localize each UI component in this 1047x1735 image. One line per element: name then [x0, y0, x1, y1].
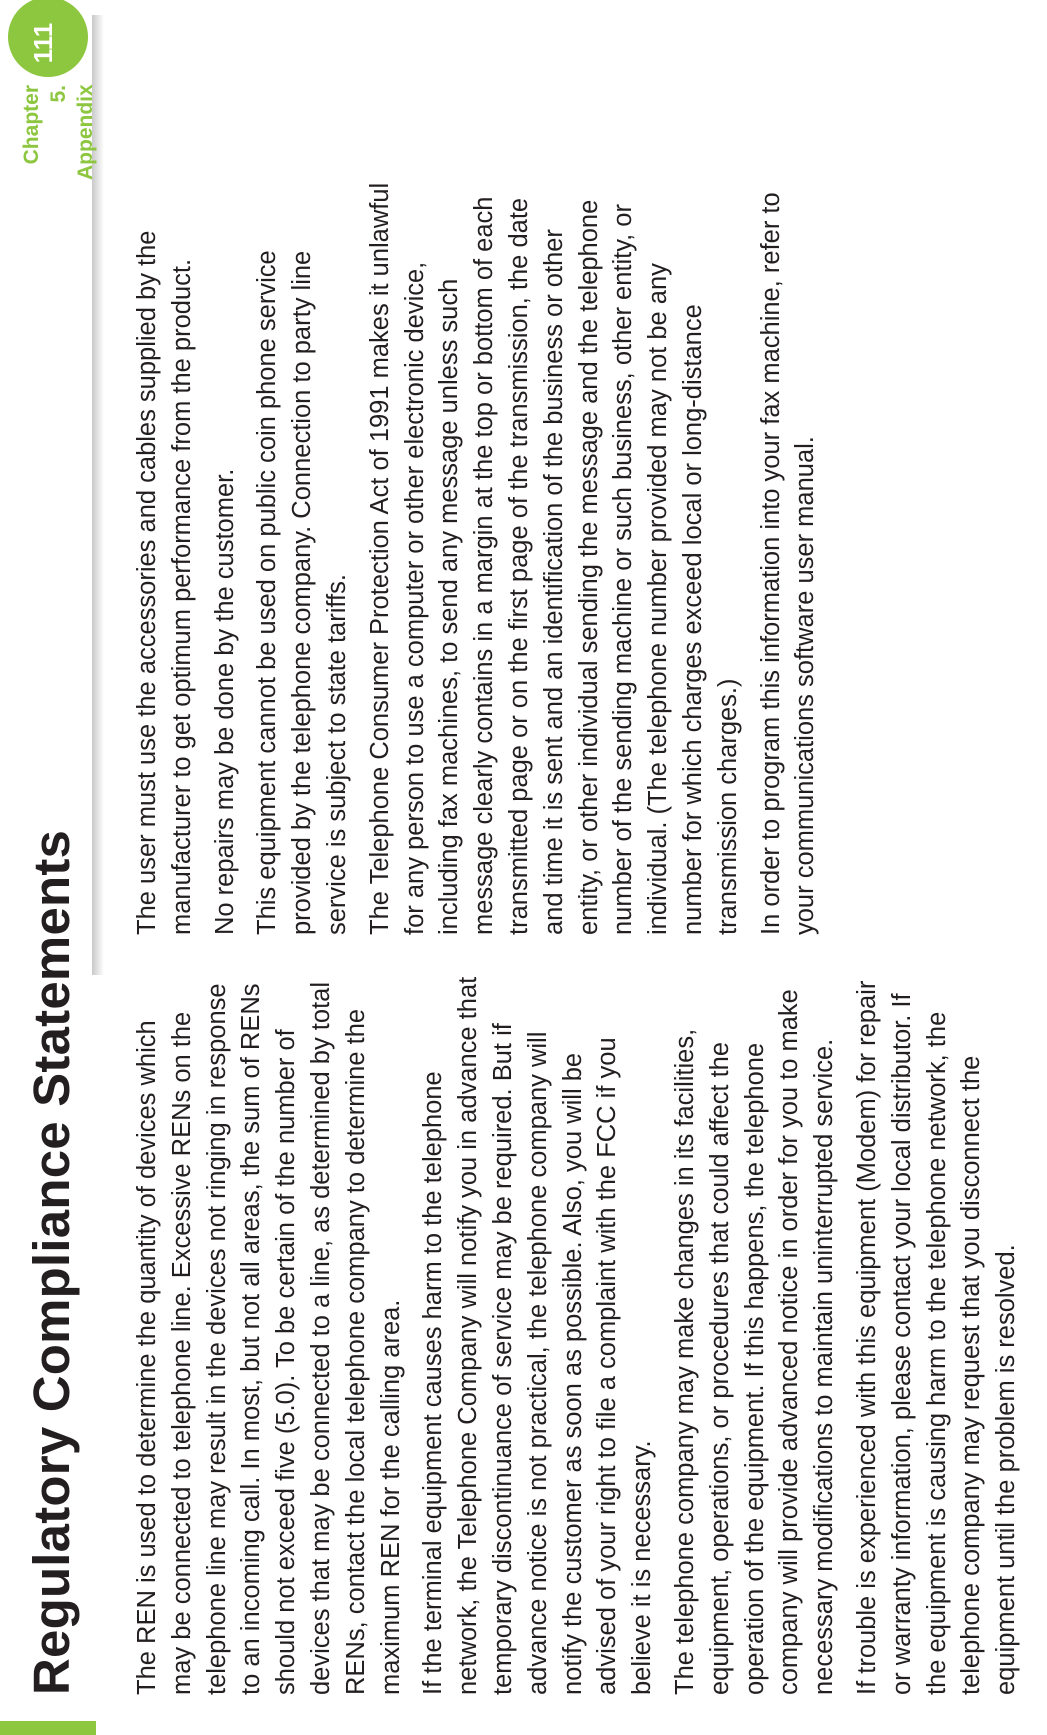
- paragraph: No repairs may be done by the customer.: [210, 468, 239, 935]
- paragraph: The telephone company may make changes in its facilities, equipment, operations, or procedures that could affect the operation of the equipment. If this happens, the telephone company will provide advanced notice in order for you to make necessary modifications to maintain uninterrupted service.: [670, 989, 839, 1695]
- chapter-number: Chapter 5.: [20, 85, 70, 165]
- page-number: 111: [28, 22, 58, 64]
- paragraph: The user must use the accessories and cables supplied by the manufacturer to get optimum performance from the product.: [133, 230, 196, 935]
- chapter-label: [18, 85, 99, 180]
- paragraph: In order to program this information into your fax machine, refer to your communications software user manual.: [756, 192, 820, 935]
- paragraph: If the terminal equipment causes harm to the telephone network, the Telephone Company will notify you in advance that temporary discontinuance of service may be required. But if advance notice is not practical, the telephone company will notify the customer as soon as possible. Also, you will be advised of your right to file a complaint with the FCC if you believe it is necessary.: [419, 976, 657, 1695]
- paragraph: The REN is used to determine the quantity of devices which may be connected to telephone line. Excessive RENs on the telephone line may result in the devices not ringing in response to an incoming call. In most, but not all areas, the sum of RENs should not exceed five (5.0). To be certain of the number of devices that may be connected to a line, as determined by total RENs, contact the local telephone company to determine the maximum REN for the calling area.: [133, 981, 405, 1695]
- paragraph: The Telephone Consumer Protection Act of 1991 makes it unlawful for any person to use a computer or other electronic device, including fax machines, to send any message unless such message clearly contains in a margin at the top or bottom of each transmitted page or on the first page of the transmission, the date and time it is sent and an identification of the business or other entity, or other individual sending the message and the telephone number of the sending machine or such business, other entity, or individual. (The telephone number provided may not be any number for which charges exceed local or long-distance transmission charges.): [365, 182, 742, 935]
- paragraph: If trouble is experienced with this equipment (Modem) for repair or warranty information, please contact your local distributor. If the equipment is causing harm to the telephone network, the telephone company may request that you disconnect the equipment until the problem is resolved.: [852, 980, 1021, 1695]
- paragraph: This equipment cannot be used on public coin phone service provided by the telephone company. Connection to party line service is subject to state tariffs.: [253, 250, 351, 935]
- chapter-section: Appendix: [74, 84, 97, 180]
- accent-bar: [0, 1721, 96, 1735]
- page-title: Regulatory Compliance Statements: [23, 829, 80, 1695]
- left-column: [130, 975, 1032, 1695]
- right-column: [130, 175, 831, 935]
